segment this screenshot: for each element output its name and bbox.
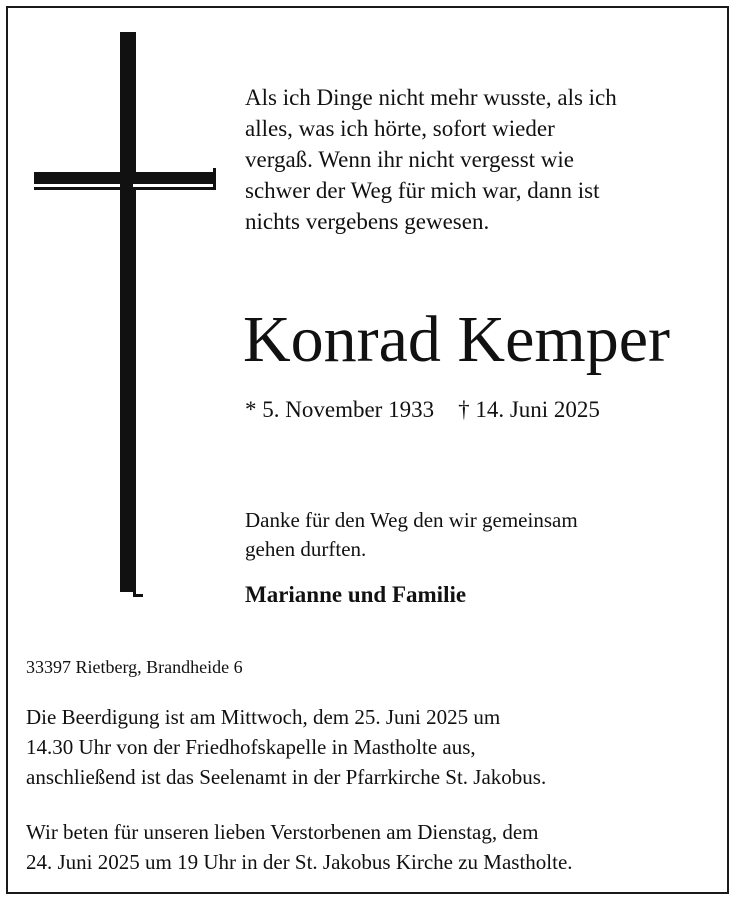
poem [245,82,705,237]
prayer-line: Wir beten für unseren lieben Verstorbenen am Dienstag, dem [26,820,539,844]
thanks-text [245,506,578,564]
poem-line: nichts vergebens gewesen. [245,209,490,234]
thanks-line: Danke für den Weg den wir gemeinsam [245,508,578,532]
prayer-info [26,817,573,877]
poem-line: alles, was ich hörte, sofort wieder [245,116,555,141]
poem-line: Als ich Dinge nicht mehr wusste, als ich [245,85,617,110]
funeral-line: Die Beerdigung ist am Mittwoch, dem 25. Juni 2025 um [26,705,501,729]
funeral-info [26,702,546,792]
prayer-line: 24. Juni 2025 um 19 Uhr in der St. Jakobus Kirche zu Mastholte. [26,850,573,874]
deceased-name: Konrad Kemper [243,303,671,376]
address: 33397 Rietberg, Brandheide 6 [26,657,243,677]
thanks-line: gehen durften. [245,537,367,561]
family-signature: Marianne und Familie [245,582,467,607]
funeral-line: 14.30 Uhr von der Friedhofskapelle in Mastholte aus, [26,735,476,759]
death-date: † 14. Juni 2025 [458,397,600,422]
poem-line: schwer der Weg für mich war, dann ist [245,178,600,203]
birth-date: * 5. November 1933 [245,397,435,422]
life-dates [245,395,600,425]
poem-line: vergaß. Wenn ihr nicht vergesst wie [245,147,575,172]
funeral-line: anschließend ist das Seelenamt in der Pfarrkirche St. Jakobus. [26,765,547,789]
cross-icon [30,28,225,603]
